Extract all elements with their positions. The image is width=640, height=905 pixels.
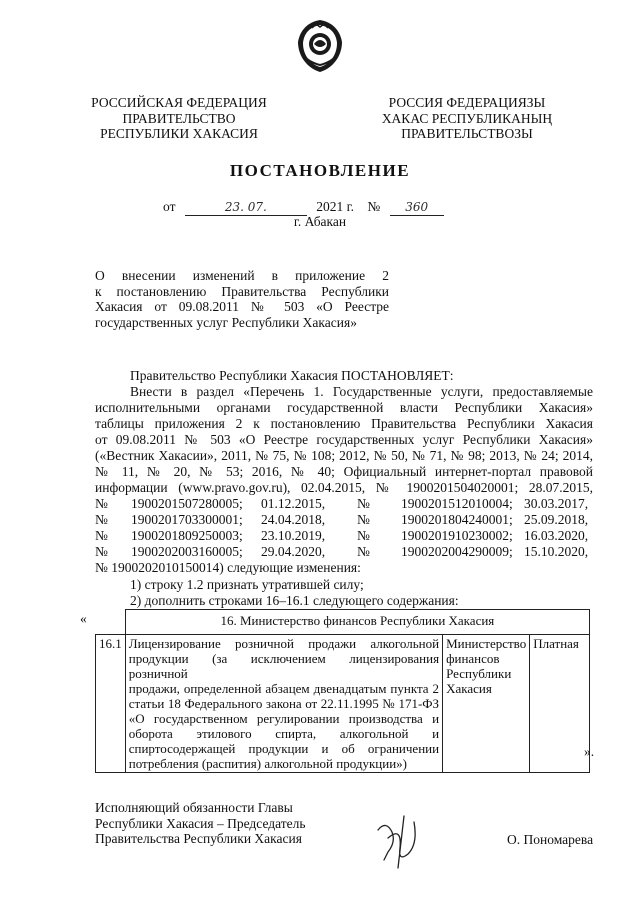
service-line: потребления (распития) алкогольной продукции») [128,756,407,771]
body-line: («Вестник Хакасии», 2011, № 75, № 108; 2012, № 50, № 71, № 98; 2013, № 24; 2014, [95,448,593,463]
registry-cell: 15.10.2020, [524,544,589,559]
body-line: № 11, № 20, № 53; 2016, № 40; Официальный интернет-портал правовой [95,464,593,479]
registry-cell: 1900202004290009; [401,544,513,559]
fee-type: Платная [530,635,590,773]
registry-cell: № [357,544,370,559]
agency-line: финансов [446,651,500,666]
registry-cell: 16.03.2020, [524,528,589,543]
agency-line: Республики [446,666,512,681]
registry-cell: 25.09.2018, [524,512,589,527]
registry-cell: 1900201809250003; [131,528,243,543]
subject-line: к постановлению Правительства Республики [95,283,389,299]
subject-block [95,268,389,330]
header-right-line: ХАКАС РЕСПУБЛИКАНЫҢ [381,110,553,126]
registry-cell: 23.10.2019, [261,528,326,543]
service-line: оборота этилового спирта, алкогольной и [128,726,440,741]
body-line: исполнительными органами государственной власти Республики Хакасия» [95,400,593,415]
resolves-line: Правительство Республики Хакасия ПОСТАНОВЛЯЕТ: [130,368,454,383]
registry-cell: 1900201507280005; [131,496,243,511]
registry-cell: 24.04.2018, [261,512,326,527]
registry-cell: 1900201703300001; [131,512,243,527]
service-line: Лицензирование розничной продажи алкогольной [128,636,440,651]
registry-cell: 30.03.2017, [524,496,589,511]
service-name [125,635,442,773]
registry-cell: № [95,528,108,543]
registry-cell: № [95,512,108,527]
body-line: информации (www.pravo.gov.ru), 02.04.2015, № 1900201504020001; 28.07.2015, [95,480,593,495]
header-right-line: ПРАВИТЕЛЬСТВОЗЫ [401,126,533,141]
registry-cell: 1900201512010004; [401,496,513,511]
subject-line: государственных услуг Республики Хакасия» [95,314,357,330]
signatory-line: Республики Хакасия – Председатель [95,815,306,831]
service-line: статьи 18 Федерального закона от 22.11.1995 № 171-ФЗ [128,696,440,711]
row-number: 16.1 [96,635,126,773]
open-quote: « [80,611,87,626]
header-left-line: ПРАВИТЕЛЬСТВО [122,110,236,126]
signatory-title [95,800,306,847]
service-line: «О государственном регулировании производства и [128,711,440,726]
document-title: ПОСТАНОВЛЕНИЕ [229,161,411,180]
section-title: 16. Министерство финансов Республики Хакасия [125,610,589,635]
header-left-line: РЕСПУБЛИКИ ХАКАСИЯ [100,126,258,141]
table-cell [96,610,126,635]
header-left-line: РОССИЙСКАЯ ФЕДЕРАЦИЯ [91,95,267,110]
registry-cell: 1900202003160005; [131,544,243,559]
number-value: 360 [405,200,429,214]
registry-cell: № [357,528,370,543]
subject-line: Хакасия от 09.08.2011 № 503 «О Реестре [95,299,389,314]
service-line: продукции (за исключением лицензирования розничной [128,651,440,681]
agency-line: Хакасия [446,681,492,696]
close-quote: ». [584,744,595,759]
coat-of-arms-emblem [294,18,346,74]
registry-cell: 1900201910230002; [401,528,513,543]
agency-name [443,635,530,773]
header-right [372,95,562,142]
body-line: от 09.08.2011 № 503 «О Реестре государственных услуг Республики Хакасия» [95,432,593,447]
registry-cell: 1900201804240001; [401,512,513,527]
registry-cell: 29.04.2020, [261,544,326,559]
registry-cell: № [95,496,108,511]
date-value: 23. 07. [224,200,267,214]
service-line: продажи, определенной абзацем двенадцатым пункта 2 [128,681,440,696]
item-1: 1) строку 1.2 признать утратившей силу; [130,577,364,592]
body-line: таблицы приложения 2 к постановлению Правительства Республики Хакасия [95,416,593,431]
signatory-line: Исполняющий обязанности Главы [95,800,293,815]
body-line: Внести в раздел «Перечень 1. Государственные услуги, предоставляемые [130,384,593,399]
table-row [96,635,590,773]
header-right-line: РОССИЯ ФЕДЕРАЦИЯЗЫ [388,95,546,110]
table-section-row [96,610,590,635]
registry-cell: № [357,512,370,527]
city: г. Абакан [293,214,347,229]
handwritten-signature [368,808,428,870]
item-2: 2) дополнить строками 16–16.1 следующего содержания: [130,593,459,608]
agency-line: Министерство [446,636,527,651]
subject-line: О внесении изменений в приложение 2 [95,268,389,283]
body-tail: № 1900202010150014) следующие изменения: [95,560,361,575]
registry-cell: № [95,544,108,559]
date-prefix: от [163,199,176,214]
year-text: 2021 г. [316,199,354,214]
services-table [95,609,590,773]
service-line: спиртосодержащей продукции и об ограничении [128,741,440,756]
signatory-line: Правительства Республики Хакасия [95,831,302,846]
registry-cell: № [357,496,370,511]
registry-cell: 01.12.2015, [261,496,326,511]
number-sign: № [367,199,381,214]
signatory-name: О. Пономарева [507,832,594,847]
header-left [84,95,274,142]
